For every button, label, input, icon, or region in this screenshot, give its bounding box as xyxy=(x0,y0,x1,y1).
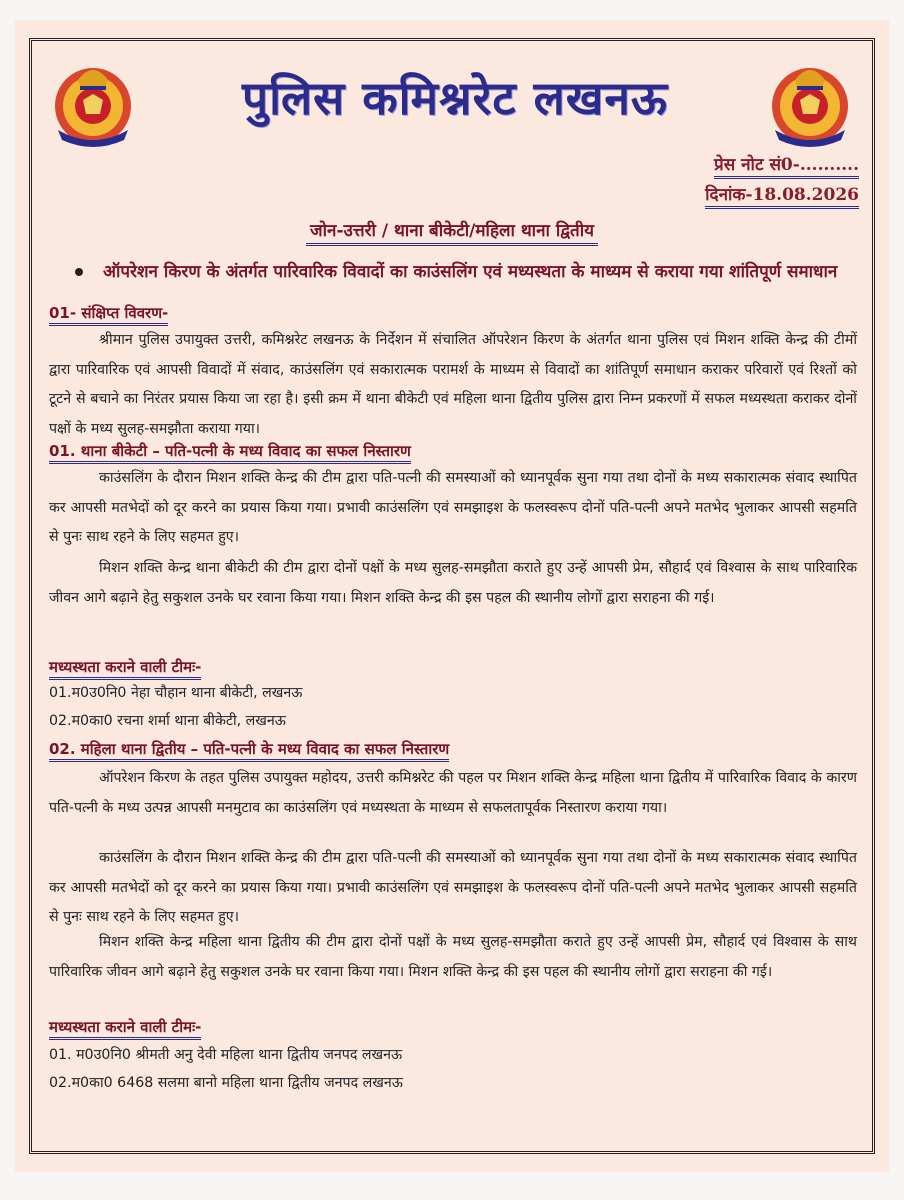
case1-paragraph-2: मिशन शक्ति केन्द्र थाना बीकेटी की टीम द्वारा दोनों पक्षों के मध्य सुलह-समझौता कराते हुए उन्हें आपसी प्रेम, सौहार्द एवं विश्वास के साथ पारिवारिक जीवन आगे बढ़ाने हेतु सकुशल उनके घर रवाना किया गया। मिशन शक्ति केन्द्र की इस पहल की स्थानीय लोगों द्वारा सराहना की गई। xyxy=(49,560,857,606)
case2-paragraph-1: ऑपरेशन किरण के तहत पुलिस उपायुक्त महोदय, उत्तरी कमिश्नरेट की पहल पर मिशन शक्ति केन्द्र महिला थाना द्वितीय में पारिवारिक विवाद के कारण पति-पत्नी के मध्य उत्पन्न आपसी मनमुटाव का काउंसलिंग एवं मध्यस्थता के माध्यम से सफलतापूर्वक निस्तारण कराया गया। xyxy=(49,770,857,816)
case1-paragraph-1: काउंसलिंग के दौरान मिशन शक्ति केन्द्र की टीम द्वारा पति-पत्नी की समस्याओं को ध्यानपूर्वक सुना गया तथा दोनों के मध्य सकारात्मक संवाद स्थापित कर आपसी मतभेदों को दूर करने का प्रयास किया गया। प्रभावी काउंसलिंग एवं समझाइश के फलस्वरूप दोनों पति-पत्नी अपने मतभेद भुलाकर आपसी सहमति से पुनः साथ रहने के लिए सहमत हुए। xyxy=(49,470,857,545)
bullet-icon xyxy=(75,268,83,276)
press-note-date: दिनांक-18.08.2026 xyxy=(705,185,859,209)
case1-team-member-1: 01.म0उ0नि0 नेहा चौहान थाना बीकेटी, लखनऊ xyxy=(49,685,303,701)
document-title: पुलिस कमिश्नरेट लखनऊ xyxy=(241,71,669,125)
case2-paragraph-3: मिशन शक्ति केन्द्र महिला थाना द्वितीय की टीम द्वारा दोनों पक्षों के मध्य सुलह-समझौता कराते हुए उन्हें आपसी प्रेम, सौहार्द एवं विश्वास के साथ पारिवारिक जीवन आगे बढ़ाने हेतु सकुशल उनके घर रवाना किया गया। मिशन शक्ति केन्द्र की इस पहल की स्थानीय लोगों द्वारा सराहना की गई। xyxy=(49,934,857,980)
summary-paragraph: श्रीमान पुलिस उपायुक्त उत्तरी, कमिश्नरेट लखनऊ के निर्देशन में संचालित ऑपरेशन किरण के अंतर्गत थाना पुलिस एवं मिशन शक्ति केन्द्र की टीमों द्वारा पारिवारिक एवं आपसी विवादों में संवाद, काउंसलिंग एवं सकारात्मक परामर्श के माध्यम से विवादों का शांतिपूर्ण समाधान कराकर परिवारों एवं रिश्तों को टूटने से बचाने का निरंतर प्रयास किया जा रहा है। इसी क्रम में थाना बीकेटी एवं महिला थाना द्वितीय पुलिस द्वारा निम्न प्रकरणों में सफल मध्यस्थता कराकर दोनों पक्षों के मध्य सुलह-समझौता कराया गया। xyxy=(49,332,857,437)
press-note-block xyxy=(705,150,859,210)
main-headline: ऑपरेशन किरण के अंतर्गत पारिवारिक विवादों का काउंसलिंग एवं मध्यस्थता के माध्यम से कराया गया शांतिपूर्ण समाधान xyxy=(63,258,861,286)
case2-team-heading: मध्यस्थता कराने वाली टीमः- xyxy=(49,1016,201,1038)
case1-heading: 01. थाना बीकेटी – पति-पत्नी के मध्य विवाद का सफल निस्तारण xyxy=(49,440,411,462)
press-note-page xyxy=(15,20,889,1172)
press-note-number: प्रेस नोट सं0-.......... xyxy=(714,155,859,179)
case1-team-member-2: 02.म0का0 रचना शर्मा थाना बीकेटी, लखनऊ xyxy=(49,713,286,729)
case2-team-member-2: 02.म0का0 6468 सलमा बानो महिला थाना द्वितीय जनपद लखनऊ xyxy=(49,1075,403,1091)
up-police-emblem-left xyxy=(50,58,136,148)
case2-heading: 02. महिला थाना द्वितीय – पति-पत्नी के मध्य विवाद का सफल निस्तारण xyxy=(49,738,449,760)
up-police-emblem-right xyxy=(767,58,853,148)
case2-team-member-1: 01. म0उ0नि0 श्रीमती अनु देवी महिला थाना द्वितीय जनपद लखनऊ xyxy=(49,1047,403,1063)
summary-heading: 01- संक्षिप्त विवरण- xyxy=(49,302,168,324)
zone-heading: जोन-उत्तरी / थाना बीकेटी/महिला थाना द्वितीय xyxy=(15,218,889,241)
case2-paragraph-2: काउंसलिंग के दौरान मिशन शक्ति केन्द्र की टीम द्वारा पति-पत्नी की समस्याओं को ध्यानपूर्वक सुना गया तथा दोनों के मध्य सकारात्मक संवाद स्थापित कर आपसी मतभेदों को दूर करने का प्रयास किया गया। प्रभावी काउंसलिंग एवं समझाइश के फलस्वरूप दोनों पति-पत्नी अपने मतभेद भुलाकर आपसी सहमति से पुनः साथ रहने के लिए सहमत हुए। xyxy=(49,850,857,925)
case1-team-heading: मध्यस्थता कराने वाली टीमः- xyxy=(49,656,201,678)
